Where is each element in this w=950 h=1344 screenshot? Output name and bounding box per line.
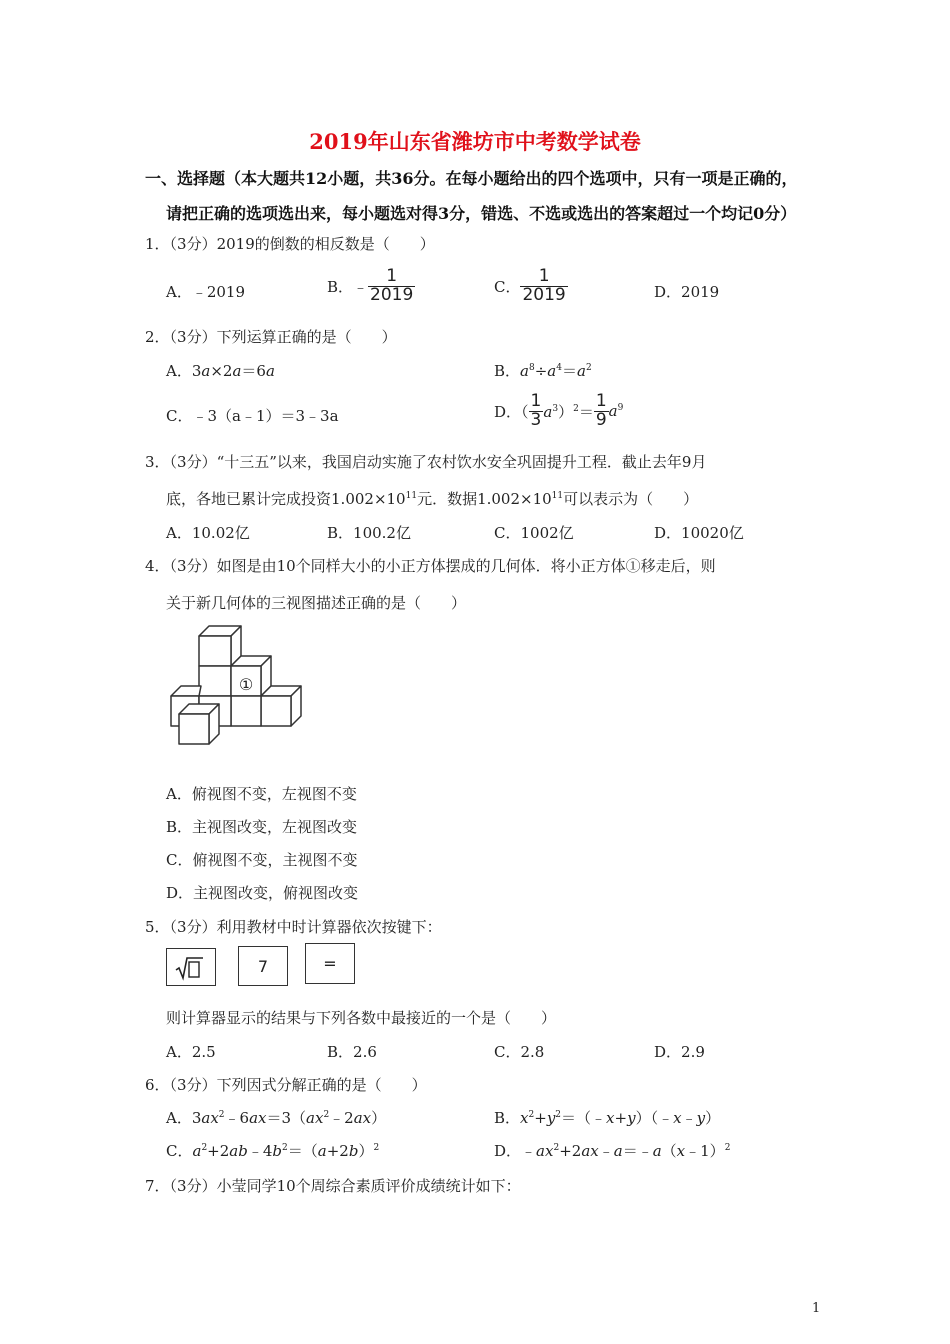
q2-stem: 2．（3分）下列运算正确的是（ ）: [145, 328, 397, 346]
q1-option-b: [327, 268, 415, 305]
q7-stem: 7．（3分）小莹同学10个周综合素质评价成绩统计如下：: [145, 1177, 521, 1195]
key-label: 7: [257, 957, 269, 976]
q3-stem-part: 可以表示为（ ）: [563, 490, 699, 508]
key-label: =: [323, 954, 337, 973]
q1-option-a: A．﹣2019: [166, 283, 246, 301]
calculator-sqrt-key: [166, 948, 216, 986]
q3-stem-line1: 3．（3分）“十三五”以来，我国启动实施了农村饮水安全巩固提升工程．截止去年9月: [145, 453, 707, 471]
q5-option-b: B．2.6: [327, 1043, 377, 1061]
q4-option-c: C．俯视图不变，主视图不变: [166, 851, 358, 869]
q1-option-c-prefix: C．: [494, 277, 521, 296]
section-heading-line2: 请把正确的选项选出来，每小题选对得3分，错选、不选或选出的答案超过一个均记0分）: [166, 204, 797, 223]
exponent: 11: [405, 491, 418, 501]
page-title: 2019年山东省潍坊市中考数学试卷: [309, 129, 641, 154]
q4-option-b: B．主视图改变，左视图改变: [166, 818, 358, 836]
q4-option-d: D．主视图改变，俯视图改变: [166, 884, 359, 902]
sqrt-icon: [167, 949, 215, 985]
calculator-key-7: [238, 946, 288, 986]
q3-stem-line2: [166, 488, 698, 509]
fraction-denominator: 3: [530, 409, 542, 430]
q5-stem-line2: 则计算器显示的结果与下列各数中最接近的一个是（ ）: [166, 1009, 557, 1027]
q3-option-b: B．100.2亿: [327, 524, 411, 542]
fraction-numerator: 1: [386, 266, 398, 286]
cube-label: ①: [238, 675, 254, 694]
page-number: 1: [812, 1301, 821, 1316]
fraction-denominator: 2019: [370, 284, 414, 305]
q3-stem-part: 元．数据1.002×10: [417, 490, 552, 508]
option-label: C．: [166, 1142, 193, 1160]
q5-option-a: A．2.5: [166, 1043, 216, 1061]
q5-stem: 5．（3分）利用教材中时计算器依次按键下：: [145, 918, 442, 936]
q3-option-c: C．1002亿: [494, 524, 574, 542]
q2-option-c: C．﹣3（a﹣1）＝3﹣3a: [166, 407, 339, 425]
q6-option-a: A．$3ax^2﹣6ax=3(ax^2﹣2ax)$: [166, 1109, 387, 1127]
exponent: 11: [551, 491, 564, 501]
option-label: B．: [494, 362, 521, 380]
q5-option-d: D．2.9: [654, 1043, 705, 1061]
option-label: B．: [494, 1109, 521, 1127]
calculator-equals-key: [305, 943, 355, 984]
q2-option-a: A．3a×2a＝6a: [166, 362, 275, 380]
fraction-one-ninth: [594, 393, 609, 430]
cube-figure: [160, 620, 320, 750]
q1-option-b-prefix: B．﹣: [327, 277, 369, 296]
section-heading-line1: 一、选择题（本大题共12小题，共36分。在每小题给出的四个选项中，只有一项是正确的，: [145, 169, 798, 188]
q2-option-b: B．$a^8\div a^4=a^2$: [494, 362, 592, 380]
q1-option-c: [494, 268, 568, 305]
fraction-numerator: 1: [538, 266, 550, 286]
fraction-numerator: 1: [530, 391, 542, 411]
q3-option-d: D．10020亿: [654, 524, 744, 542]
q4-stem-line2: 关于新几何体的三视图描述正确的是（ ）: [166, 594, 467, 612]
fraction-denominator: 2019: [522, 284, 566, 305]
q2-option-d: D．（ $\frac{1}{3}$ $a^3)^2=$ $\frac{1}{9}$ $a^9$: [494, 391, 624, 430]
q1-option-d: D．2019: [654, 283, 720, 301]
q5-option-c: C．2.8: [494, 1043, 545, 1061]
q3-stem-part: 底，各地已累计完成投资1.002×10: [166, 490, 406, 508]
option-label: D．: [494, 402, 522, 421]
fraction-numerator: 1: [595, 391, 607, 411]
q4-option-a: A．俯视图不变，左视图不变: [166, 785, 357, 803]
q1-option-c-fraction: [520, 268, 567, 305]
q3-option-a: A．10.02亿: [166, 524, 250, 542]
fraction-denominator: 9: [595, 409, 607, 430]
q1-stem: 1．（3分）2019的倒数的相反数是（ ）: [145, 235, 435, 253]
q6-stem: 6．（3分）下列因式分解正确的是（ ）: [145, 1076, 427, 1094]
q6-option-c: C．$a^2+2ab﹣4b^2=(a+2b)^2$: [166, 1142, 380, 1160]
option-label: D．: [494, 1142, 522, 1160]
option-label: A．: [166, 1109, 192, 1127]
q1-option-b-fraction: [368, 268, 415, 305]
q4-stem-line1: 4．（3分）如图是由10个同样大小的小正方体摆成的几何体．将小正方体①移走后，则: [145, 557, 716, 575]
fraction-one-third: [529, 393, 544, 430]
q6-option-b: B．$x^2+y^2=(﹣x+y)(﹣x﹣y)$: [494, 1109, 721, 1127]
option-label: A．: [166, 362, 192, 380]
q6-option-d: D．$﹣ax^2+2ax﹣a=﹣a(x﹣1)^2$: [494, 1142, 731, 1160]
